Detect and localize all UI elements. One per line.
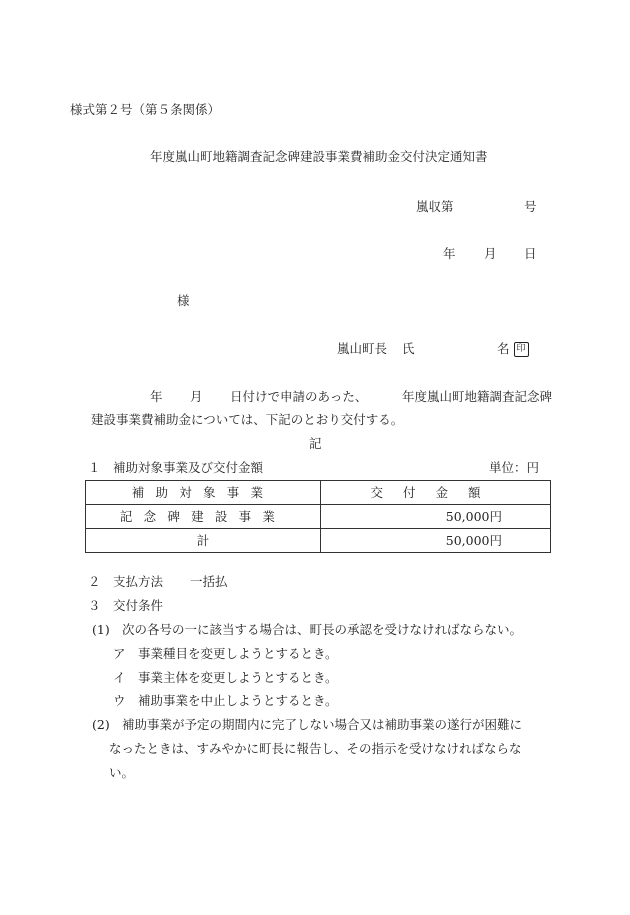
body-subject: 年度嵐山町地籍調査記念碑: [402, 389, 553, 404]
cond1-item-u: ウ 補助事業を中止しようとするとき。: [113, 693, 338, 708]
recipient-honorific: 様: [177, 293, 190, 308]
cond1-item-a: ア 事業種目を変更しようとするとき。: [113, 646, 338, 661]
body-month: 月: [190, 389, 203, 404]
date-day: 日: [524, 246, 537, 261]
date-month: 月: [484, 246, 497, 261]
header-amount: 交付金額: [321, 481, 551, 505]
issuer-mei-text: 名: [497, 341, 510, 356]
row-amount: 50,000円: [321, 505, 551, 529]
issuer-shi: 氏: [402, 341, 415, 356]
header-project: 補助対象事業: [86, 481, 321, 505]
cond1-text: 次の各号の一に該当する場合は、町長の承認を受けなければならない。: [122, 622, 523, 637]
section2-value: 一括払: [190, 574, 228, 589]
doc-number-prefix: 嵐収第: [416, 199, 454, 214]
document-title: 年度嵐山町地籍調査記念碑建設事業費補助金交付決定通知書: [150, 149, 488, 164]
doc-number-suffix: 号: [524, 199, 537, 214]
section3-title: ３ 交付条件: [88, 598, 164, 613]
table-row: [86, 505, 551, 529]
section1-title: １ 補助対象事業及び交付金額: [88, 460, 264, 475]
table-header-row: [86, 481, 551, 505]
date-year: 年: [443, 246, 456, 261]
seal-icon: 印: [514, 342, 529, 357]
form-number: 様式第２号（第５条関係）: [70, 102, 221, 117]
cond2-line2: なったときは、すみやかに町長に報告し、その指示を受けなければならな: [109, 741, 522, 756]
ki-heading: 記: [309, 436, 322, 451]
body-year: 年: [150, 389, 163, 404]
total-amount: 50,000円: [321, 529, 551, 553]
grant-table: [85, 480, 551, 553]
issuer-mei: [497, 340, 529, 358]
row-project: 記念碑建設事業: [86, 505, 321, 529]
section2-label: ２ 支払方法: [88, 574, 164, 589]
cond1-item-i: イ 事業主体を変更しようとするとき。: [113, 670, 338, 685]
section1-unit: 単位：円: [489, 460, 540, 475]
body-text: 日付けで申請のあった、: [230, 389, 368, 404]
cond2-line1: 補助事業が予定の期間内に完了しない場合又は補助事業の遂行が困難に: [122, 717, 523, 732]
cond2-line3: い。: [109, 765, 135, 780]
table-total-row: [86, 529, 551, 553]
cond1-label: (1): [92, 622, 110, 637]
cond2-label: (2): [92, 717, 110, 732]
total-label: 計: [86, 529, 321, 553]
body-line2: 建設事業費補助金については、下記のとおり交付する。: [91, 412, 404, 427]
issuer-title: 嵐山町長: [337, 341, 388, 356]
